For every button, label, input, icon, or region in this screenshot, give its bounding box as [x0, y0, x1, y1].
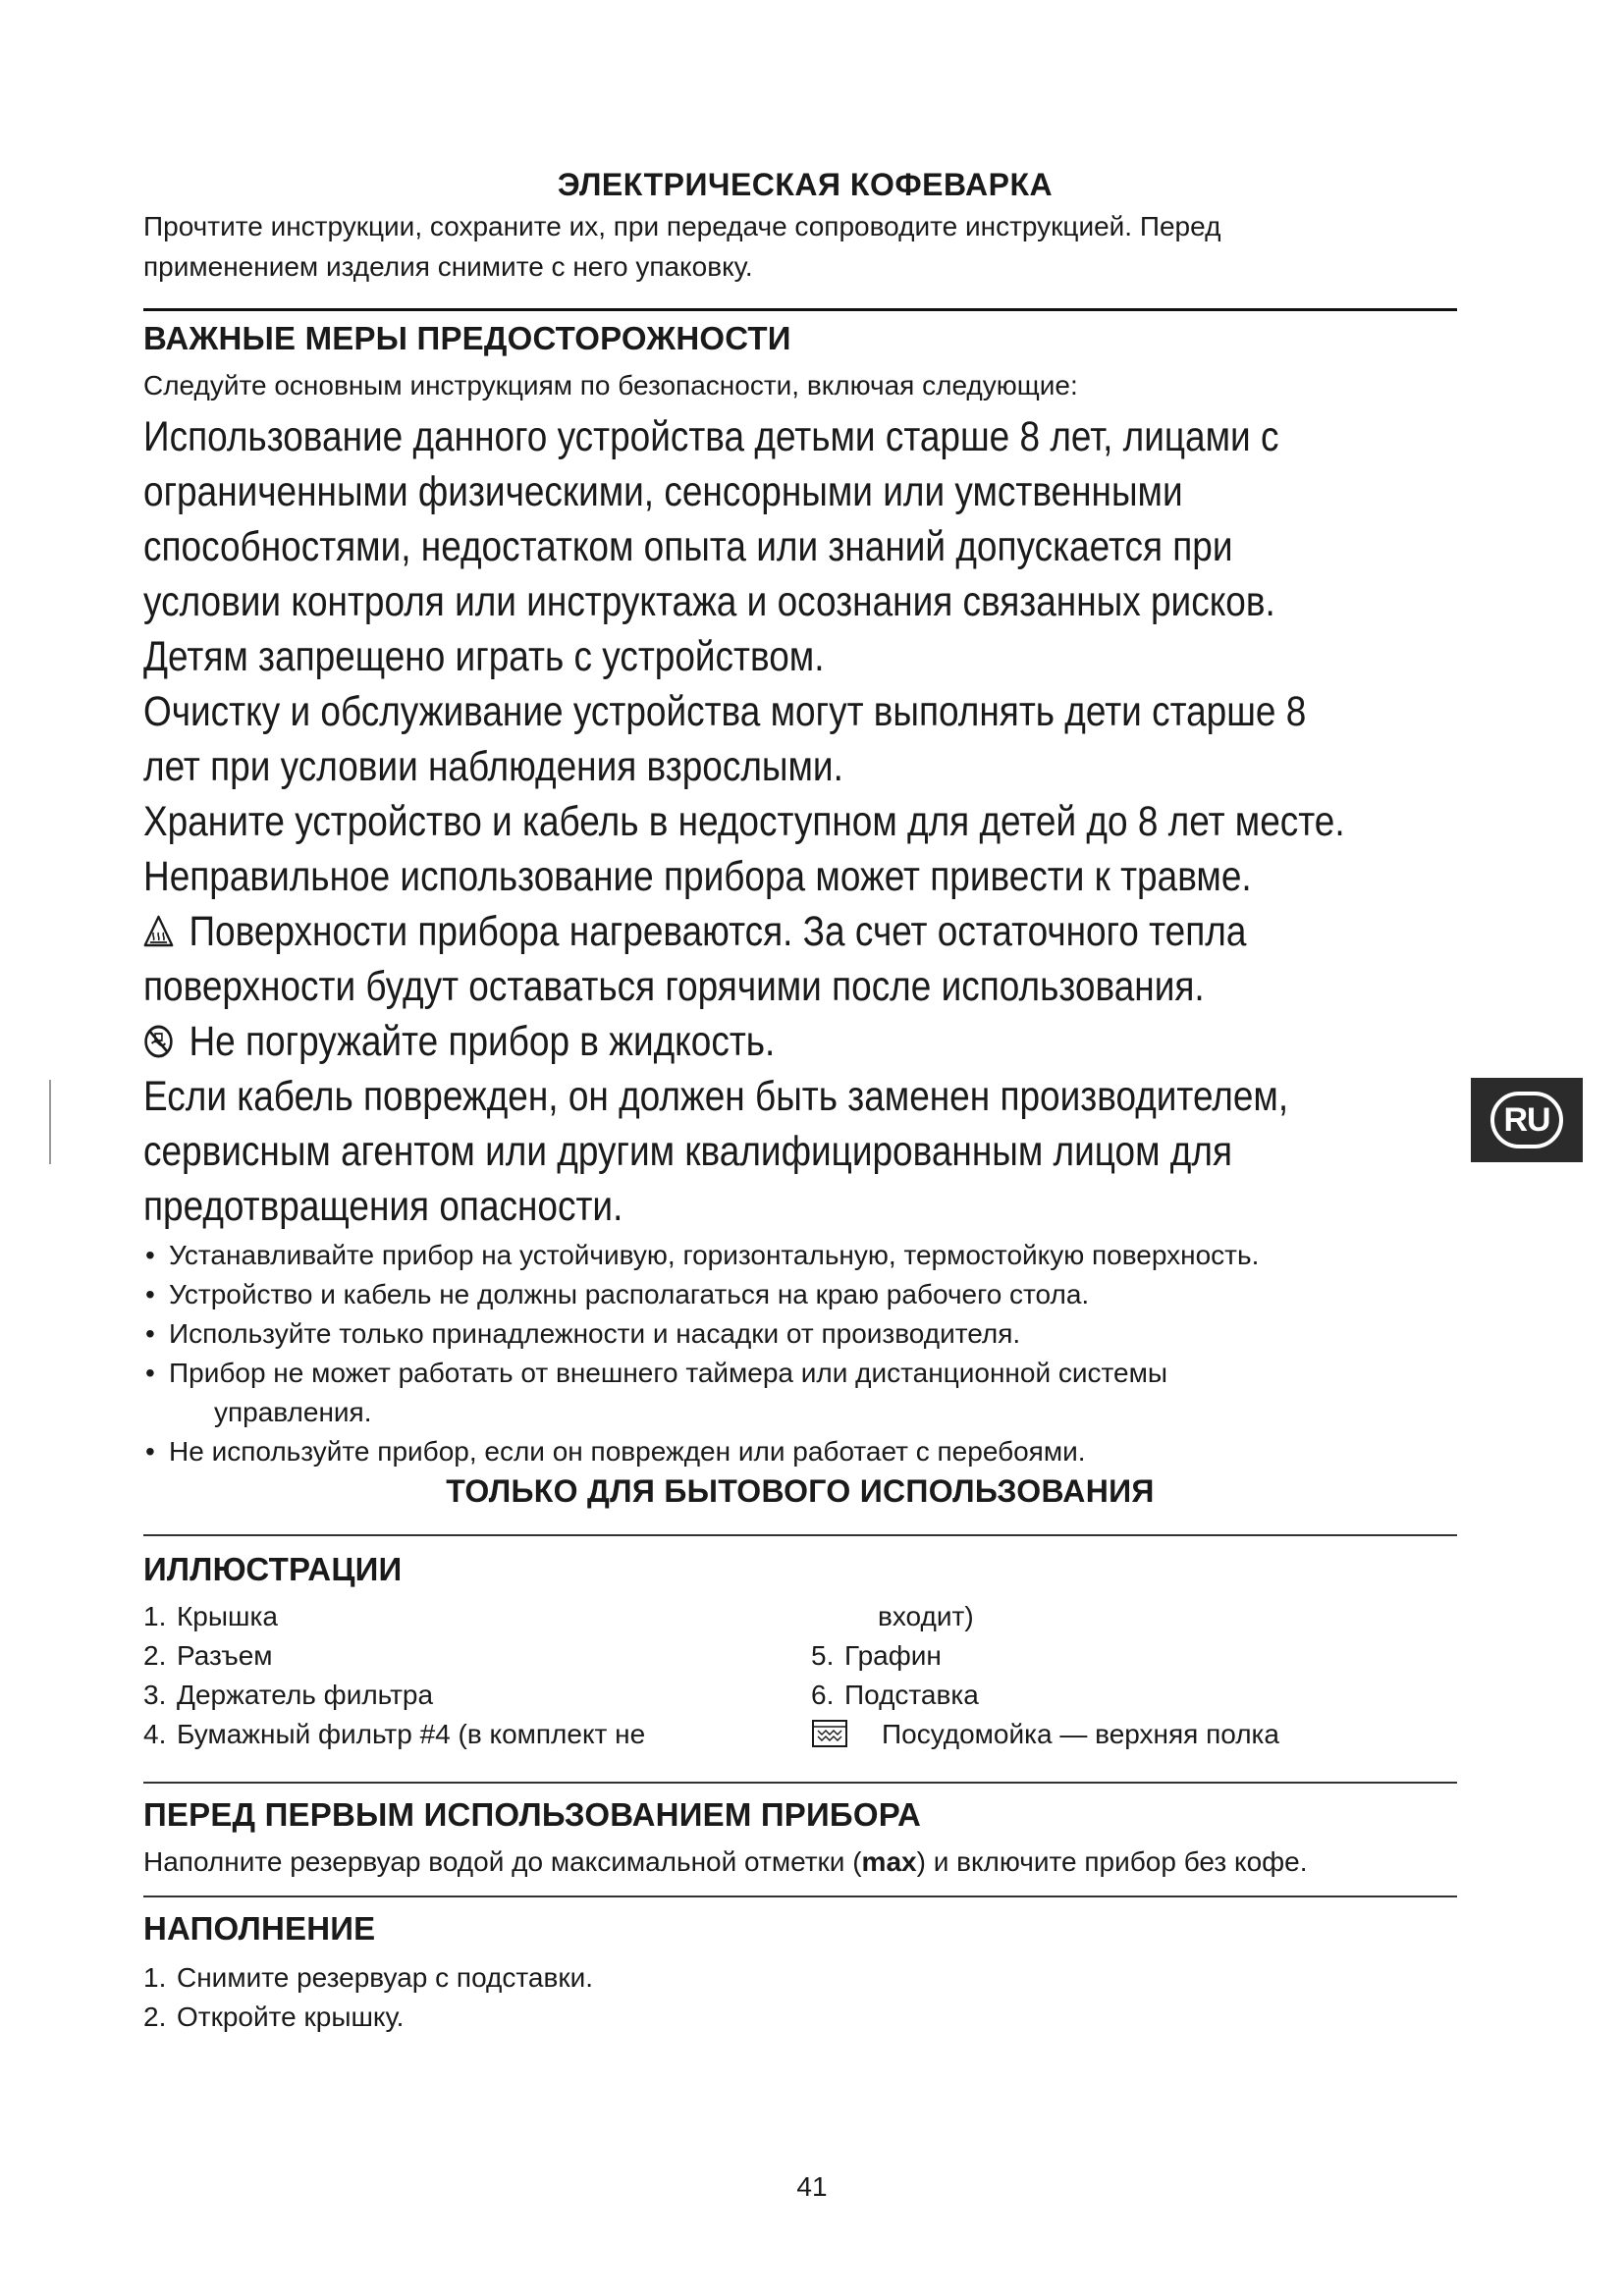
warning-line: Храните устройство и кабель в недоступном для детей до 8 лет месте.: [143, 798, 1345, 845]
safety-warnings: [143, 409, 1457, 1234]
warning-line: Использование данного устройства детьми старше 8 лет, лицами с: [143, 413, 1279, 460]
list-item: 5. Графин: [811, 1640, 942, 1671]
list-item: • Устройство и кабель не должны располагаться на краю рабочего стола.: [145, 1279, 1090, 1309]
list-item: 1. Крышка: [143, 1601, 278, 1631]
hot-surface-warning: [143, 904, 1457, 959]
warning-line: сервисным агентом или другим квалифицированным лицом для: [143, 1128, 1232, 1175]
first-use-heading: ПЕРЕД ПЕРВЫМ ИСПОЛЬЗОВАНИЕМ ПРИБОРА: [143, 1796, 922, 1833]
list-item: 4. Бумажный фильтр #4 (в комплект не: [143, 1719, 646, 1749]
warning-line: способностями, недостатком опыта или знаний допускается при: [143, 523, 1233, 570]
list-item: 2. Разъем: [143, 1640, 273, 1671]
illustrations-list: [143, 1597, 1457, 1762]
filling-heading: НАПОЛНЕНИЕ: [143, 1910, 376, 1947]
list-item: 1. Снимите резервуар с подставки.: [143, 1962, 594, 1993]
no-immerse-text: Не погружайте прибор в жидкость.: [189, 1018, 776, 1065]
dishwasher-note: Посудомойка — верхняя полка: [811, 1715, 1459, 1754]
warning-line: условии контроля или инструктажа и осознания связанных рисков.: [143, 578, 1275, 625]
illustrations-heading: ИЛЛЮСТРАЦИИ: [143, 1551, 403, 1587]
list-item: • Прибор не может работать от внешнего таймера или дистанционной системы управления.: [143, 1354, 1457, 1432]
list-item: 6. Подставка: [811, 1680, 979, 1710]
language-badge: RU: [1490, 1092, 1563, 1148]
first-use-text: Наполните резервуар водой до максимальной отметки (max) и включите прибор без кофе.: [143, 1846, 1308, 1877]
safety-heading: ВАЖНЫЕ МЕРЫ ПРЕДОСТОРОЖНОСТИ: [143, 320, 791, 356]
filling-steps: [143, 1958, 1457, 2037]
safety-bullet-list: [143, 1236, 1457, 1471]
intro-text: [143, 206, 1457, 287]
list-item-continuation: управления.: [214, 1397, 372, 1427]
hot-surface-icon: [143, 914, 174, 949]
warning-line: Очистку и обслуживание устройства могут выполнять дети старше 8: [143, 688, 1307, 735]
document-title: ЭЛЕКТРИЧЕСКАЯ КОФЕВАРКА: [557, 167, 1054, 202]
list-item-continuation: входит): [878, 1601, 974, 1631]
margin-mark: [49, 1080, 51, 1164]
list-item: • Не используйте прибор, если он поврежден или работает с перебоями.: [145, 1436, 1086, 1467]
warning-line: ограниченными физическими, сенсорными или умственными: [143, 468, 1183, 515]
no-immerse-icon: [143, 1024, 174, 1059]
dishwasher-icon: [811, 1719, 848, 1748]
section-divider: [143, 1782, 1457, 1784]
list-item: 3. Держатель фильтра: [143, 1680, 434, 1710]
intro-line: Прочтите инструкции, сохраните их, при передаче сопроводите инструкцией. Перед: [143, 211, 1221, 241]
list-item: • Устанавливайте прибор на устойчивую, горизонтальную, термостойкую поверхность.: [145, 1240, 1260, 1270]
section-divider: [143, 1534, 1457, 1536]
safety-lead: Следуйте основным инструкциям по безопасности, включая следующие:: [143, 370, 1078, 400]
page-number: 41: [796, 2171, 828, 2202]
list-item: 2. Откройте крышку.: [143, 2002, 405, 2032]
hot-surface-text: Поверхности прибора нагреваются. За счет остаточного тепла: [189, 908, 1247, 955]
max-mark: max: [861, 1846, 917, 1877]
warning-line: лет при условии наблюдения взрослыми.: [143, 743, 843, 790]
section-divider: [143, 308, 1457, 311]
warning-line: поверхности будут оставаться горячими после использования.: [143, 963, 1205, 1010]
warning-line: Если кабель поврежден, он должен быть заменен производителем,: [143, 1073, 1289, 1120]
page-content: [143, 165, 1457, 2037]
illustrations-right-column: [811, 1597, 1459, 1754]
warning-line: предотвращения опасности.: [143, 1183, 623, 1230]
language-tab: [1471, 1078, 1583, 1162]
warning-line: Неправильное использование прибора может привести к травме.: [143, 853, 1252, 900]
list-item: • Используйте только принадлежности и насадки от производителя.: [145, 1318, 1021, 1349]
intro-line: применением изделия снимите с него упаковку.: [143, 251, 753, 282]
no-immerse-warning: [143, 1014, 1457, 1069]
section-divider: [143, 1896, 1457, 1897]
warning-line: Детям запрещено играть с устройством.: [143, 633, 825, 680]
illustrations-left-column: [143, 1597, 645, 1754]
household-only-notice: ТОЛЬКО ДЛЯ БЫТОВОГО ИСПОЛЬЗОВАНИЯ: [446, 1473, 1155, 1509]
